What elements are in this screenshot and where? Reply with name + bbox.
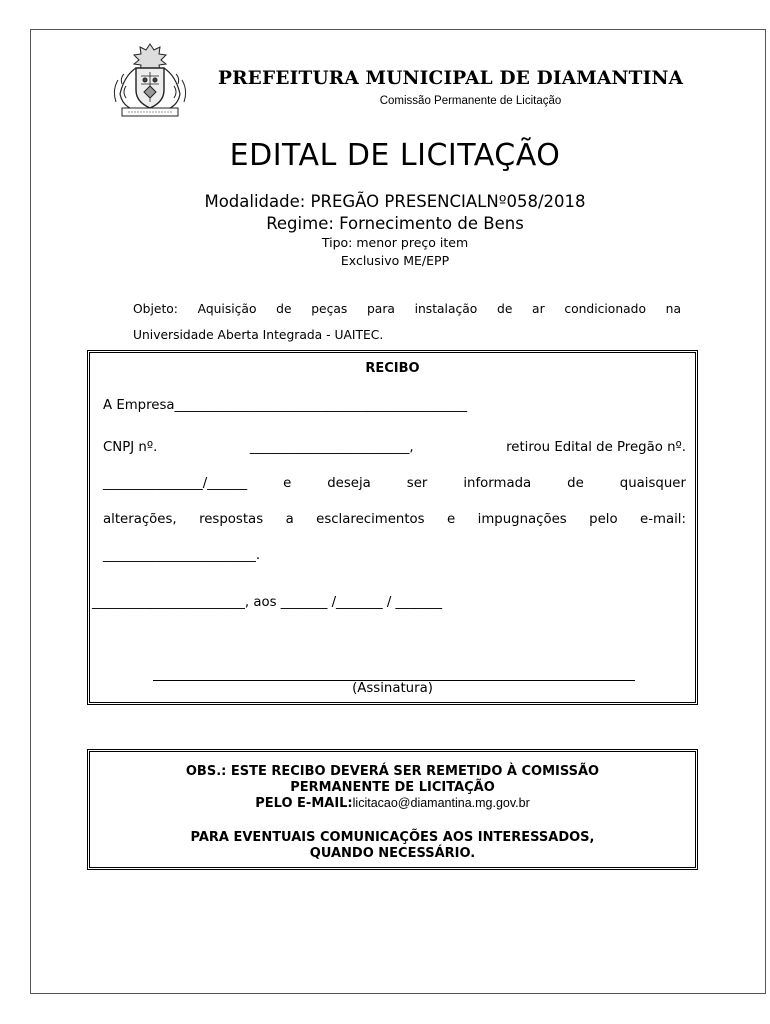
obs-email-address[interactable]: licitacao@diamantina.mg.gov.br xyxy=(352,796,530,810)
word: e-mail: xyxy=(640,512,686,527)
regime-line: Regime: Fornecimento de Bens xyxy=(266,214,524,233)
word: a xyxy=(285,512,294,527)
obs-line-5: QUANDO NECESSÁRIO. xyxy=(309,846,476,861)
word: e xyxy=(283,476,292,491)
org-title: PREFEITURA MUNICIPAL DE DIAMANTINA xyxy=(218,68,684,89)
email-field: _______________________. xyxy=(103,548,261,563)
org-subtitle: Comissão Permanente de Licitação xyxy=(379,95,562,107)
empresa-field: A Empresa____________________________________________ xyxy=(103,398,468,413)
cnpj-label: CNPJ nº. xyxy=(103,440,158,455)
word: impugnações xyxy=(477,512,567,527)
obs-line-4: PARA EVENTUAIS COMUNICAÇÕES AOS INTERESSADOS, xyxy=(190,830,595,845)
retirou-text: retirou Edital de Pregão nº. xyxy=(506,440,686,455)
word: esclarecimentos xyxy=(316,512,425,527)
word: e xyxy=(447,512,456,527)
pregao-number-line xyxy=(103,476,686,491)
word: respostas xyxy=(199,512,264,527)
cnpj-field: ________________________, xyxy=(249,440,414,455)
word: alterações, xyxy=(103,512,177,527)
exclusivo-line: Exclusivo ME/EPP xyxy=(340,253,450,268)
coat-of-arms-icon xyxy=(106,40,194,122)
obs-line-1: OBS.: ESTE RECIBO DEVERÁ SER REMETIDO À COMISSÃO xyxy=(185,764,600,779)
word: quaisquer xyxy=(619,476,686,491)
obs-line-2: PERMANENTE DE LICITAÇÃO xyxy=(290,780,495,795)
word: pelo xyxy=(589,512,618,527)
recibo-title: RECIBO xyxy=(365,361,420,376)
document-title: EDITAL DE LICITAÇÃO xyxy=(229,138,561,173)
cnpj-line xyxy=(103,440,686,455)
signature-label: (Assinatura) xyxy=(352,681,433,696)
obs-email-label: PELO E-MAIL: xyxy=(255,796,353,811)
word: de xyxy=(567,476,584,491)
alteracoes-line xyxy=(103,512,686,527)
tipo-line: Tipo: menor preço item xyxy=(321,235,469,250)
objeto-line-1: Objeto: Aquisição de peças para instalação de ar condicionado na xyxy=(133,302,681,316)
word: deseja xyxy=(327,476,371,491)
modalidade-line: Modalidade: PREGÃO PRESENCIALNº058/2018 xyxy=(204,192,586,211)
word: ser xyxy=(406,476,428,491)
word: informada xyxy=(463,476,532,491)
pregao-number-field: _______________/______ xyxy=(103,476,248,491)
objeto-line-2: Universidade Aberta Integrada - UAITEC. xyxy=(133,328,384,342)
objeto-paragraph xyxy=(133,296,681,348)
date-line: _______________________, aos _______ /_______ / _______ xyxy=(92,595,443,610)
obs-email-line xyxy=(87,796,698,811)
